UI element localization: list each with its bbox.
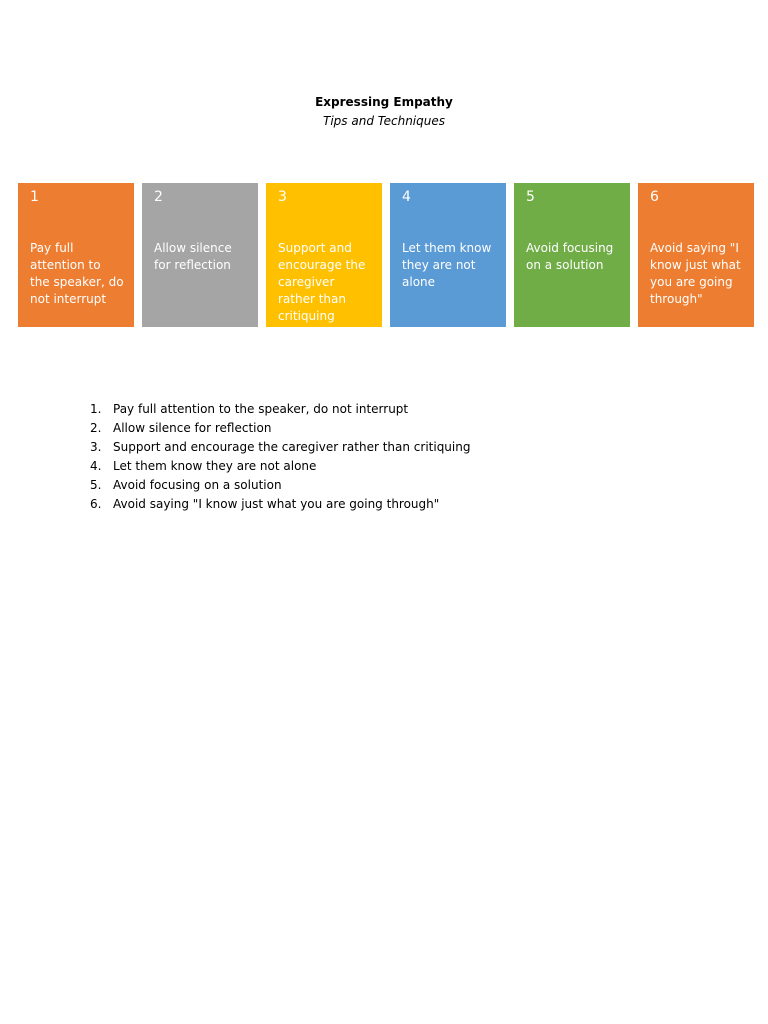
tips-list: [90, 400, 610, 514]
tip-tile-number: 4: [402, 189, 411, 205]
list-item-number: 5.: [90, 478, 102, 492]
list-item-text: Support and encourage the caregiver rather than critiquing: [113, 440, 471, 454]
tip-tile-text: Pay full attention to the speaker, do not interrupt: [30, 241, 124, 306]
list-item: [90, 495, 610, 514]
tip-tile-3: [266, 183, 382, 327]
document-title: Expressing Empathy: [315, 95, 453, 109]
tip-tile-1: [18, 183, 134, 327]
list-item: [90, 457, 610, 476]
list-item-number: 3.: [90, 440, 102, 454]
list-item-number: 1.: [90, 402, 102, 416]
tip-tile-number: 2: [154, 189, 163, 205]
tip-tile-4: [390, 183, 506, 327]
list-item-text: Let them know they are not alone: [113, 459, 317, 473]
tip-tile-text: Let them know they are not alone: [402, 241, 492, 289]
tips-tiles: [18, 183, 754, 327]
tip-tile-text: Avoid saying "I know just what you are going through": [650, 241, 741, 306]
list-item-number: 2.: [90, 421, 102, 435]
list-item: [90, 438, 610, 457]
tip-tile-number: 1: [30, 189, 39, 205]
list-item: [90, 400, 610, 419]
document-subtitle: Tips and Techniques: [323, 114, 445, 128]
tip-tile-number: 5: [526, 189, 535, 205]
tip-tile-text: Avoid focusing on a solution: [526, 241, 614, 272]
tip-tile-5: [514, 183, 630, 327]
tip-tile-6: [638, 183, 754, 327]
list-item-text: Avoid focusing on a solution: [113, 478, 282, 492]
list-item-number: 4.: [90, 459, 102, 473]
tip-tile-text: Allow silence for reflection: [154, 241, 232, 272]
tip-tile-number: 6: [650, 189, 659, 205]
list-item-text: Avoid saying "I know just what you are going through": [113, 497, 440, 511]
tip-tile-2: [142, 183, 258, 327]
list-item: [90, 476, 610, 495]
list-item-number: 6.: [90, 497, 102, 511]
list-item-text: Pay full attention to the speaker, do not interrupt: [113, 402, 409, 416]
list-item: [90, 419, 610, 438]
list-item-text: Allow silence for reflection: [113, 421, 272, 435]
tip-tile-text: Support and encourage the caregiver rather than critiquing: [278, 241, 366, 323]
tip-tile-number: 3: [278, 189, 287, 205]
